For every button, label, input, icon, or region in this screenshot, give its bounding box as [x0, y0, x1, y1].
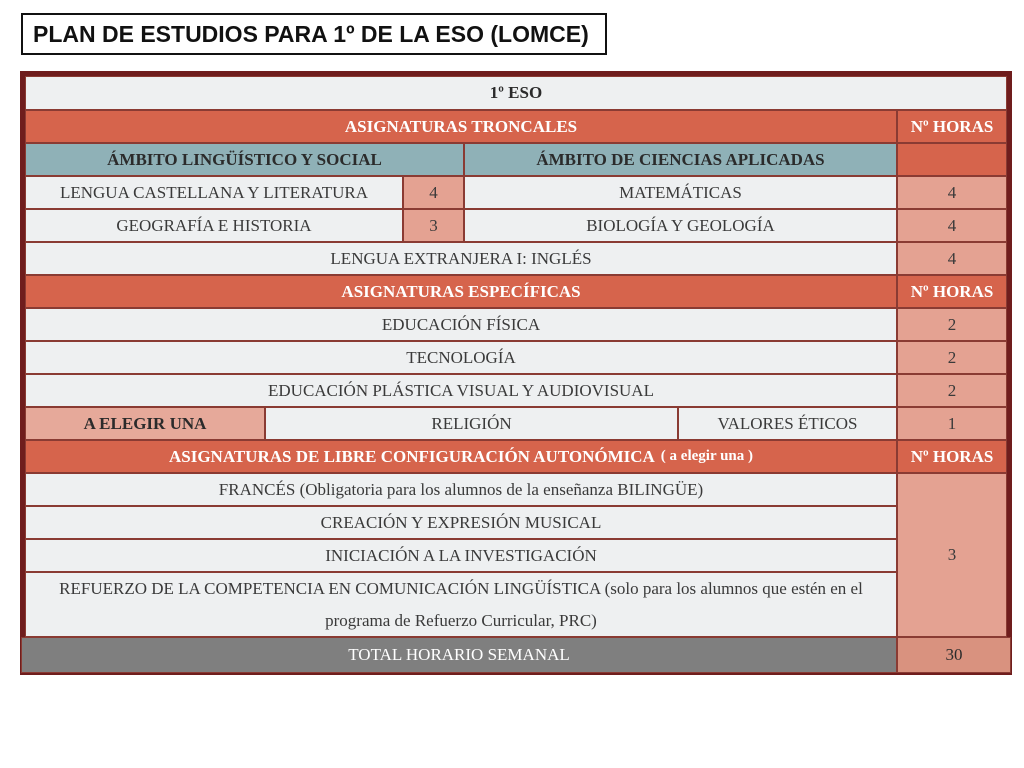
hours-matematicas: 4 [897, 176, 1007, 209]
ambito-linguistico-heading: ÁMBITO LINGÜÍSTICO Y SOCIAL [25, 143, 464, 176]
libre-heading-text: ASIGNATURAS DE LIBRE CONFIGURACIÓN AUTONÓMICA [168, 446, 655, 466]
elegir-label: A ELEGIR UNA [25, 407, 265, 440]
subject-lengua: LENGUA CASTELLANA Y LITERATURA [25, 176, 403, 209]
study-plan-table [20, 71, 1012, 675]
especificas-heading: ASIGNATURAS ESPECÍFICAS [25, 275, 897, 308]
subject-valores-eticos: VALORES ÉTICOS [678, 407, 897, 440]
hours-lengua: 4 [403, 176, 464, 209]
libre-hours-heading: Nº HORAS [897, 440, 1007, 473]
libre-heading-suffix: ( a elegir una ) [660, 448, 754, 464]
especificas-hours-heading: Nº HORAS [897, 275, 1007, 308]
hours-ingles: 4 [897, 242, 1007, 275]
troncales-hours-heading: Nº HORAS [897, 110, 1007, 143]
subject-matematicas: MATEMÁTICAS [464, 176, 897, 209]
subject-geografia: GEOGRAFÍA E HISTORIA [25, 209, 403, 242]
hours-elegir: 1 [897, 407, 1007, 440]
subject-musical: CREACIÓN Y EXPRESIÓN MUSICAL [25, 506, 897, 539]
subject-plastica: EDUCACIÓN PLÁSTICA VISUAL Y AUDIOVISUAL [25, 374, 897, 407]
hours-biologia: 4 [897, 209, 1007, 242]
hours-geografia: 3 [403, 209, 464, 242]
total-hours: 30 [897, 637, 1011, 673]
total-label: TOTAL HORARIO SEMANAL [21, 637, 897, 673]
hours-plastica: 2 [897, 374, 1007, 407]
subject-religion: RELIGIÓN [265, 407, 678, 440]
subject-biologia: BIOLOGÍA Y GEOLOGÍA [464, 209, 897, 242]
page-title: PLAN DE ESTUDIOS PARA 1º DE LA ESO (LOMCE) [21, 13, 607, 55]
subject-refuerzo: REFUERZO DE LA COMPETENCIA EN COMUNICACIÓN LINGÜÍSTICA (solo para los alumnos que estén en el programa de Refuerzo Curricular, PRC) [25, 572, 897, 637]
subject-educacion-fisica: EDUCACIÓN FÍSICA [25, 308, 897, 341]
troncales-heading: ASIGNATURAS TRONCALES [25, 110, 897, 143]
ambito-ciencias-heading: ÁMBITO DE CIENCIAS APLICADAS [464, 143, 897, 176]
hours-tecnologia: 2 [897, 341, 1007, 374]
hours-libre: 3 [897, 473, 1007, 637]
subject-investigacion: INICIACIÓN A LA INVESTIGACIÓN [25, 539, 897, 572]
subject-tecnologia: TECNOLOGÍA [25, 341, 897, 374]
subject-ingles: LENGUA EXTRANJERA I: INGLÉS [25, 242, 897, 275]
course-header: 1º ESO [25, 76, 1007, 110]
subject-frances: FRANCÉS (Obligatoria para los alumnos de la enseñanza BILINGÜE) [25, 473, 897, 506]
hours-educacion-fisica: 2 [897, 308, 1007, 341]
ambito-hours-blank [897, 143, 1007, 176]
libre-heading [25, 440, 897, 473]
